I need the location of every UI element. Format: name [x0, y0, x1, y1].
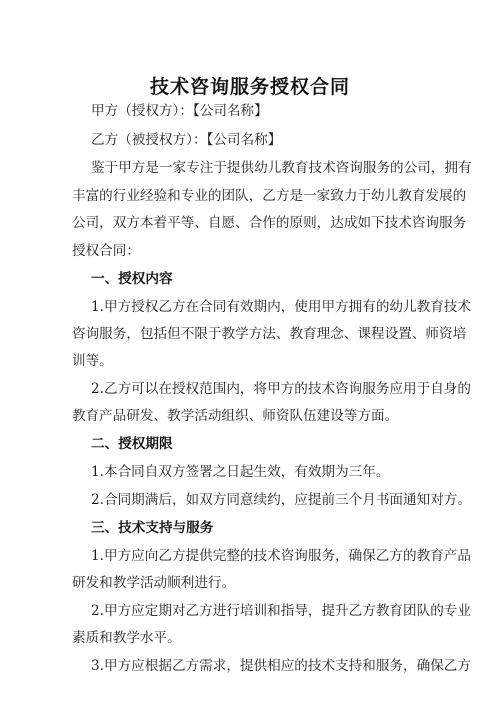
preamble-line: 授权合同： [72, 243, 140, 259]
clause-line: 1.甲方授权乙方在合同有效期内，使用甲方拥有的幼儿教育技术 [91, 299, 471, 315]
party-b-line: 乙方（被授权方）：【公司名称】 [91, 132, 282, 148]
clause-line: 2.合同期满后，如双方同意续约，应提前三个月书面通知对方。 [91, 492, 471, 508]
document-title: 技术咨询服务授权合同 [149, 76, 350, 98]
clause-line: 2.甲方应定期对乙方进行培训和指导，提升乙方教育团队的专业 [91, 603, 471, 619]
clause-line: 2.乙方可以在授权范围内，将甲方的技术咨询服务应用于自身的 [91, 381, 471, 397]
clause-line: 1.甲方应向乙方提供完整的技术咨询服务，确保乙方的教育产品 [91, 548, 471, 564]
clause-line: 素质和教学水平。 [72, 630, 181, 646]
clause-line: 3.甲方应根据乙方需求，提供相应的技术支持和服务，确保乙方 [91, 658, 471, 674]
section-heading: 三、技术支持与服务 [91, 520, 214, 536]
clause-line: 教育产品研发、教学活动组织、师资队伍建设等方面。 [72, 408, 399, 424]
section-heading: 一、授权内容 [91, 271, 173, 287]
preamble-line: 丰富的行业经验和专业的团队，乙方是一家致力于幼儿教育发展的 [72, 188, 467, 204]
section-heading: 二、授权期限 [91, 436, 173, 452]
clause-line: 训等。 [72, 353, 113, 369]
preamble-line: 鉴于甲方是一家专注于提供幼儿教育技术咨询服务的公司，拥有 [91, 160, 472, 176]
preamble-line: 公司，双方本着平等、自愿、合作的原则，达成如下技术咨询服务 [72, 215, 467, 231]
party-a-line: 甲方（授权方）：【公司名称】 [91, 103, 268, 119]
clause-line: 1.本合同自双方签署之日起生效，有效期为三年。 [91, 464, 390, 480]
clause-line: 咨询服务，包括但不限于教学方法、教育理念、课程设置、师资培 [72, 326, 467, 342]
clause-line: 研发和教学活动顺利进行。 [72, 575, 236, 591]
